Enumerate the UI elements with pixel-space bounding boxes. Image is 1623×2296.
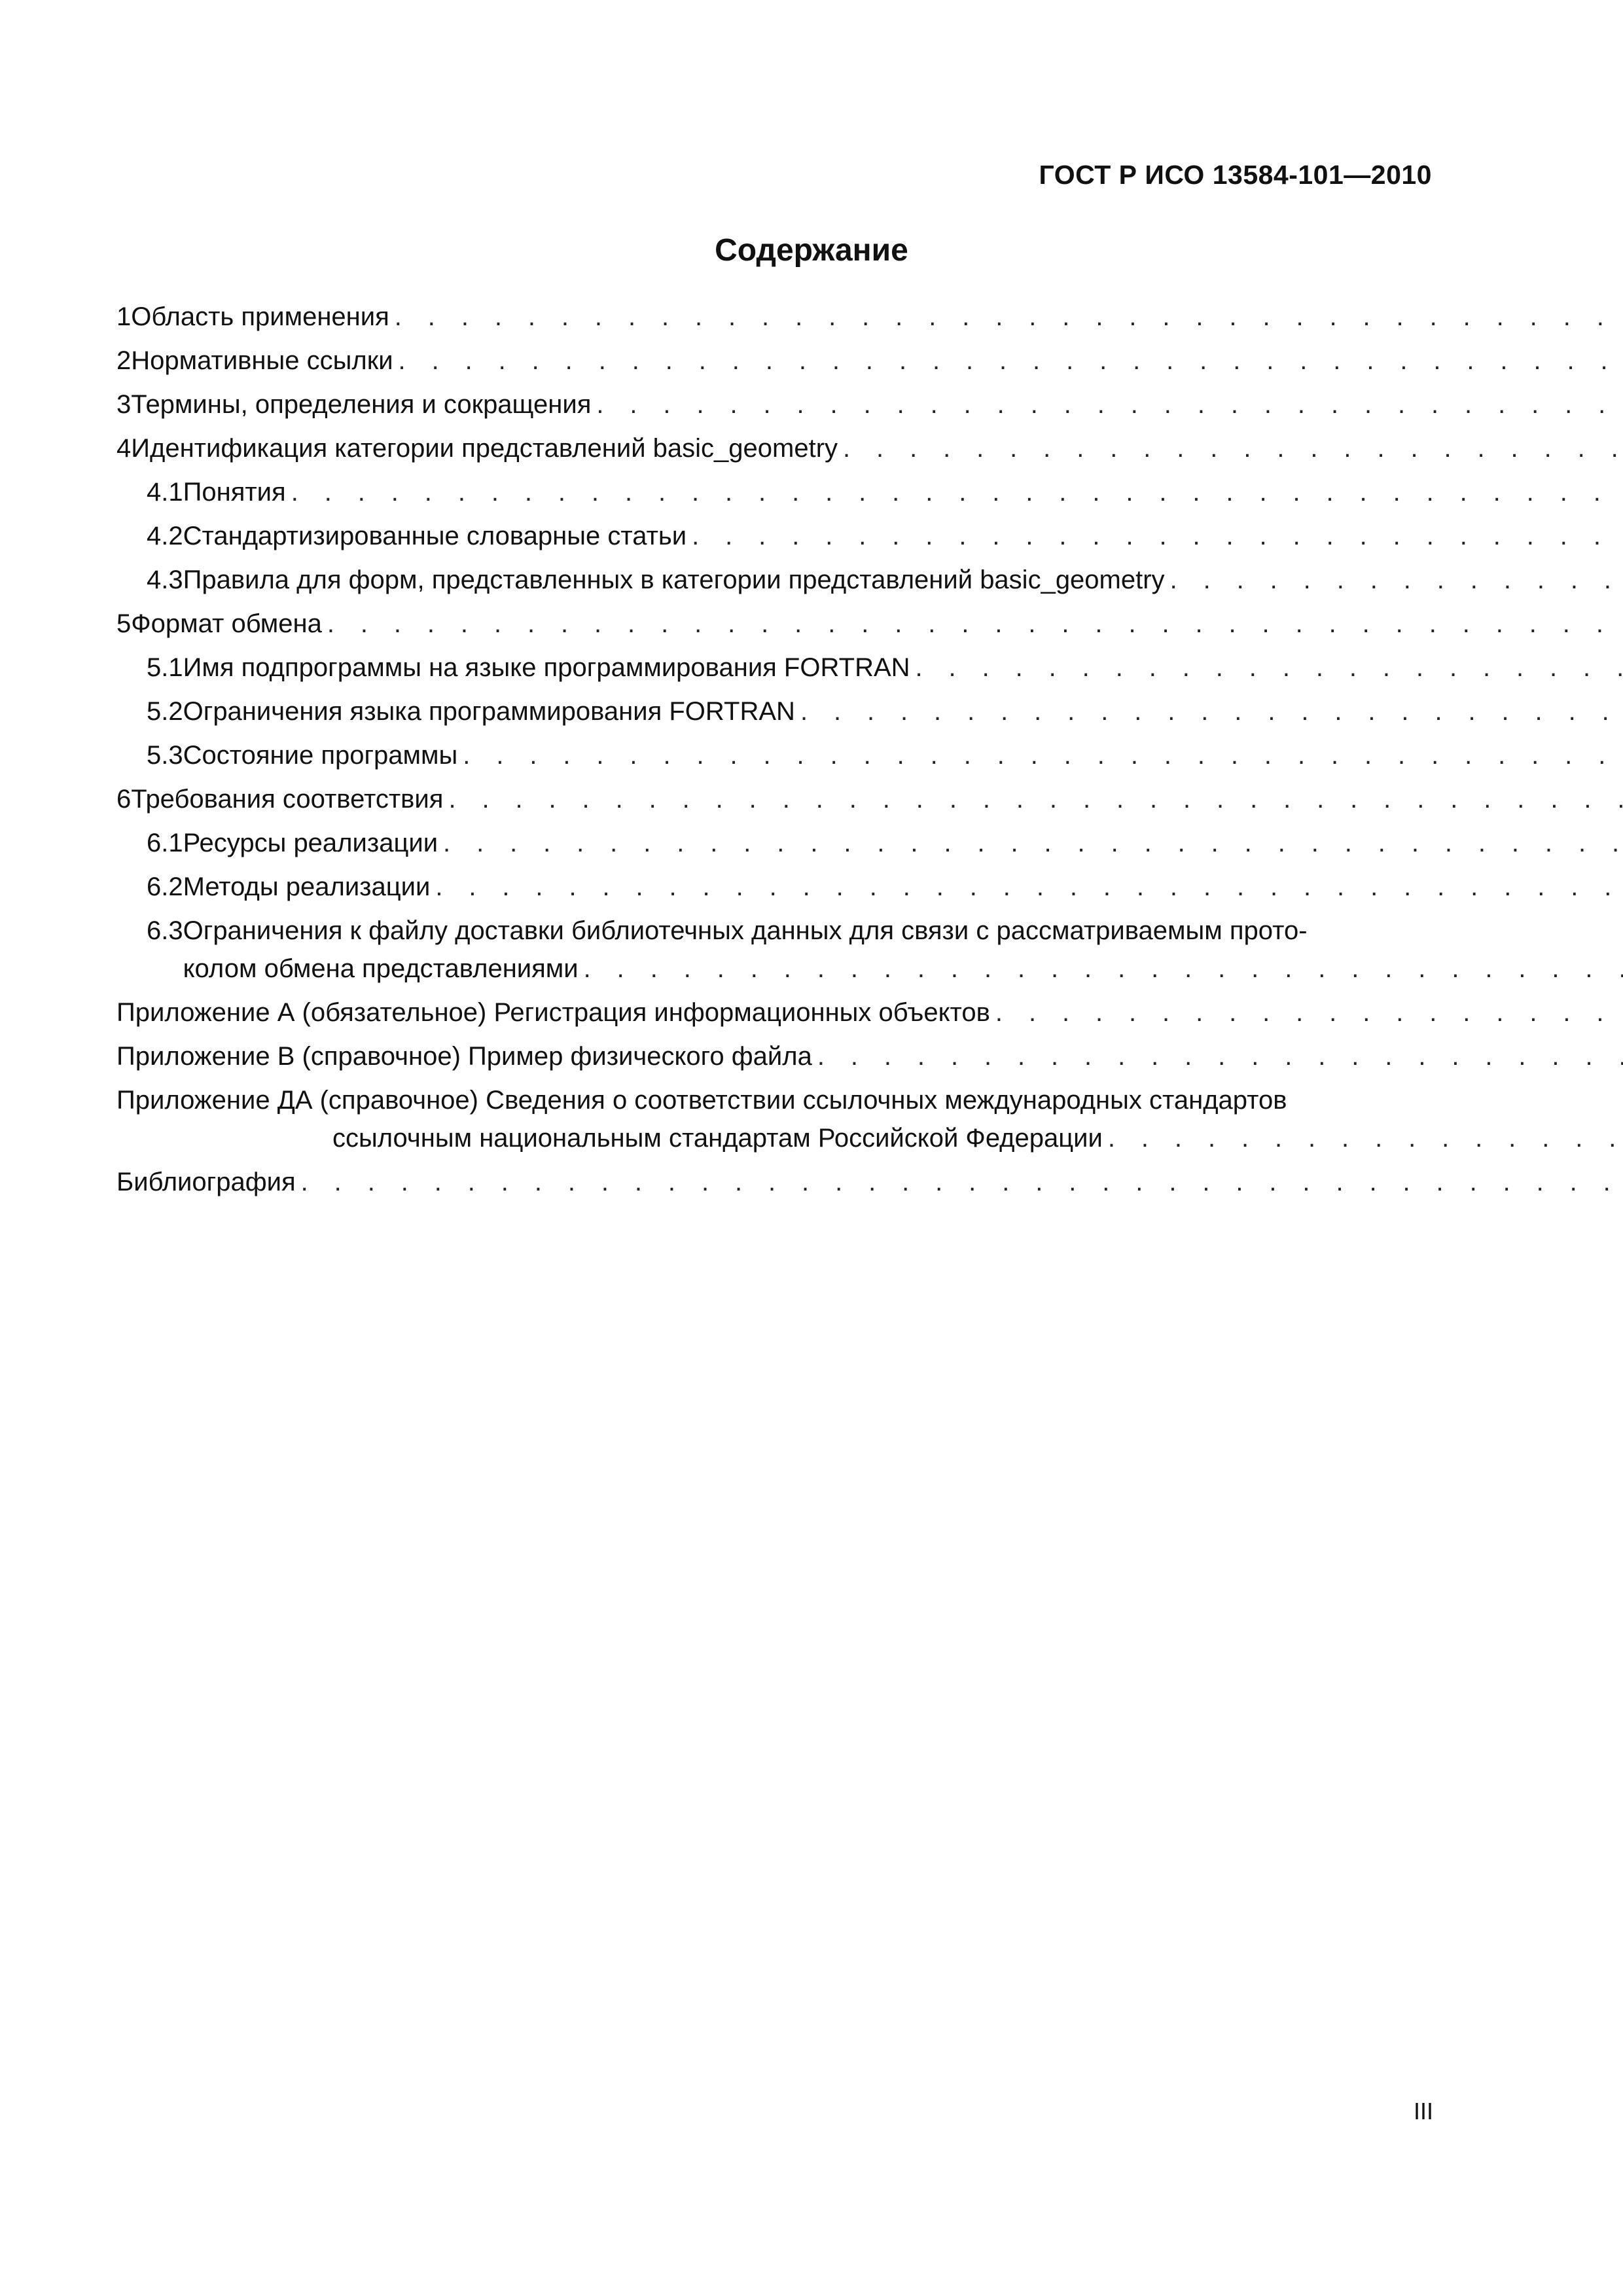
toc-entry-title: Имя подпрограммы на языке программирования FORTRAN xyxy=(183,653,910,682)
dot-leader xyxy=(327,605,1623,643)
dot-leader xyxy=(995,994,1623,1031)
toc-entry-title: Правила для форм, представленных в категории представлений basic_geometry xyxy=(183,565,1165,594)
toc-entry-bibliography[interactable] xyxy=(116,1163,1433,1207)
toc-entry-annex[interactable] xyxy=(116,1081,1433,1163)
toc-entry-number: 4.3 xyxy=(147,565,183,594)
toc-entry-number: 5.1 xyxy=(147,653,183,682)
dot-leader xyxy=(1108,1119,1623,1157)
dot-leader xyxy=(301,1163,1623,1201)
toc-entry[interactable] xyxy=(116,342,1433,386)
toc-entry-title: Приложение А (обязательное) Регистрация информационных объектов xyxy=(116,998,990,1027)
dot-leader xyxy=(692,517,1623,555)
document-code: ГОСТ Р ИСО 13584-101—2010 xyxy=(1039,160,1432,190)
toc-entry-number: 6.3 xyxy=(147,916,183,945)
toc-entry-number: 1 xyxy=(116,302,132,331)
toc-entry-title: Требования соответствия xyxy=(131,785,444,814)
toc-title: Содержание xyxy=(715,233,908,268)
dot-leader xyxy=(435,868,1623,906)
toc-entry-number: 4.1 xyxy=(147,478,183,507)
table-of-contents xyxy=(116,298,1433,1207)
toc-entry-title: Ограничения языка программирования FORTRAN xyxy=(183,697,795,726)
dot-leader xyxy=(817,1037,1623,1075)
toc-entry-title: Идентификация категории представлений basic_geometry xyxy=(131,434,838,463)
toc-entry-title: Термины, определения и сокращения xyxy=(131,390,592,419)
toc-entry-number: 5.2 xyxy=(147,697,183,726)
dot-leader xyxy=(843,429,1623,467)
toc-entry-title-continued: ссылочным национальным стандартам Российской Федерации xyxy=(332,1124,1103,1153)
toc-entry-number: 6 xyxy=(116,785,132,814)
toc-entry-title: Формат обмена xyxy=(131,609,322,638)
toc-entry[interactable] xyxy=(116,561,1433,605)
toc-entry[interactable] xyxy=(116,473,1433,517)
toc-entry-number: 5.3 xyxy=(147,741,183,770)
dot-leader xyxy=(584,950,1623,988)
page-number: III xyxy=(1413,2098,1433,2125)
dot-leader xyxy=(399,342,1623,380)
toc-entry-number: 4 xyxy=(116,434,132,463)
toc-entry-title: Нормативные ссылки xyxy=(131,346,393,375)
toc-entry-title: Понятия xyxy=(183,478,286,507)
dot-leader xyxy=(800,692,1623,730)
toc-entry-title: Библиография xyxy=(116,1168,296,1196)
toc-entry[interactable] xyxy=(116,429,1433,473)
dot-leader xyxy=(1170,561,1623,599)
dot-leader xyxy=(448,780,1623,818)
dot-leader xyxy=(463,736,1623,774)
toc-entry-annex[interactable] xyxy=(116,994,1433,1037)
toc-entry-number: 3 xyxy=(116,390,132,419)
dot-leader xyxy=(443,824,1623,862)
toc-entry-title: Методы реализации xyxy=(183,872,431,901)
toc-entry-title: Приложение В (справочное) Пример физического файла xyxy=(116,1042,812,1071)
toc-entry-title: Ресурсы реализации xyxy=(183,829,438,857)
toc-entry-title-continued: колом обмена представлениями xyxy=(183,954,579,983)
toc-entry-number: 6.2 xyxy=(147,872,183,901)
toc-entry[interactable] xyxy=(116,298,1433,342)
toc-entry[interactable] xyxy=(116,912,1433,994)
toc-entry-number: 4.2 xyxy=(147,522,183,550)
toc-entry[interactable] xyxy=(116,868,1433,912)
dot-leader xyxy=(916,649,1623,687)
toc-entry-annex[interactable] xyxy=(116,1037,1433,1081)
dot-leader xyxy=(291,473,1623,511)
toc-entry-title: Стандартизированные словарные статьи xyxy=(183,522,687,550)
toc-entry[interactable] xyxy=(116,780,1433,824)
toc-entry[interactable] xyxy=(116,824,1433,868)
toc-entry-title: Приложение ДА (справочное) Сведения о соответствии ссылочных международных стандартов xyxy=(116,1086,1287,1115)
dot-leader xyxy=(395,298,1623,336)
toc-entry[interactable] xyxy=(116,692,1433,736)
toc-entry[interactable] xyxy=(116,517,1433,561)
toc-entry[interactable] xyxy=(116,605,1433,649)
dot-leader xyxy=(596,386,1623,423)
toc-entry-title: Ограничения к файлу доставки библиотечных данных для связи с рассматриваемым прото- xyxy=(183,916,1308,945)
toc-entry-title: Состояние программы xyxy=(183,741,458,770)
toc-entry-number: 6.1 xyxy=(147,829,183,857)
toc-entry[interactable] xyxy=(116,386,1433,429)
toc-entry[interactable] xyxy=(116,649,1433,692)
toc-entry-number: 5 xyxy=(116,609,132,638)
toc-entry[interactable] xyxy=(116,736,1433,780)
toc-entry-title: Область применения xyxy=(131,302,389,331)
toc-entry-number: 2 xyxy=(116,346,132,375)
